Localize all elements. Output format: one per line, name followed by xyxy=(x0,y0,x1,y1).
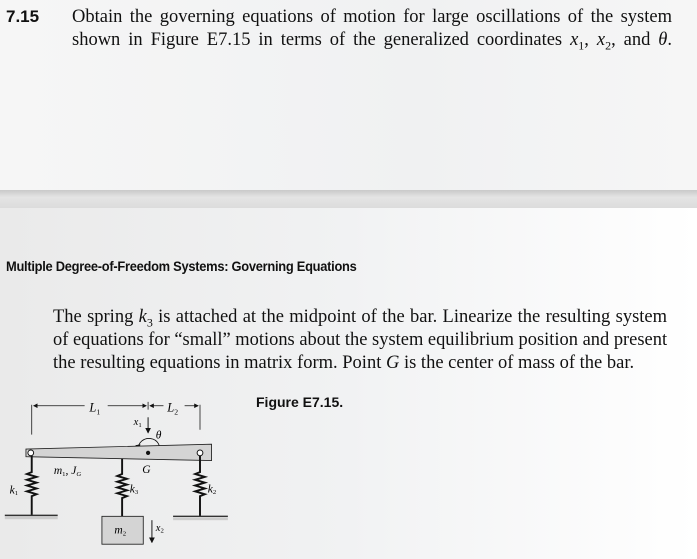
problem-description xyxy=(53,306,667,375)
label-x1: x1 xyxy=(133,416,142,429)
label-theta: θ xyxy=(155,429,162,442)
figure-e7-15 xyxy=(0,390,250,559)
problem-text-line-1: Obtain the governing equations of motion for large oscillations of the system xyxy=(72,7,672,27)
spring-k3 xyxy=(117,459,127,517)
problem-text-line-2: shown in Figure E7.15 in terms of the generalized coordinates $x_1$, $x_2$, and θ. xyxy=(72,30,672,53)
figure-caption: Figure E7.15. xyxy=(256,394,344,410)
label-k2: k2 xyxy=(207,483,217,497)
spring-k1 xyxy=(27,456,37,516)
description-line-1: The spring $k_3$ is attached at the midpoint of the bar. Linearize the resulting system xyxy=(53,307,668,330)
center-of-mass-dot xyxy=(146,451,150,455)
description-line-3: the resulting equations in matrix form. Point G is the center of mass of the bar. xyxy=(53,353,635,373)
pivot-right xyxy=(197,450,203,456)
label-m2: m2 xyxy=(114,524,127,538)
label-L2: $L_2$ xyxy=(167,400,179,417)
pivot-left xyxy=(28,450,34,456)
section-heading: Multiple Degree-of-Freedom Systems: Governing Equations xyxy=(6,258,357,274)
label-x2: x2 xyxy=(155,522,164,535)
label-k3: k3 xyxy=(129,483,139,497)
spring-k2 xyxy=(195,456,205,517)
description-line-2: of equations for “small” motions about the system equilibrium position and present xyxy=(53,330,668,350)
label-G: G xyxy=(142,464,151,477)
ground-right-hatch xyxy=(173,517,228,520)
label-k1: k1 xyxy=(9,484,19,498)
bar xyxy=(26,444,212,460)
label-L1: $L_1$ xyxy=(89,400,101,417)
label-m1-JG: m1, JG xyxy=(53,465,82,478)
ground-left-hatch xyxy=(5,516,58,519)
page-divider xyxy=(0,190,697,208)
problem-number: 7.15 xyxy=(6,7,40,26)
